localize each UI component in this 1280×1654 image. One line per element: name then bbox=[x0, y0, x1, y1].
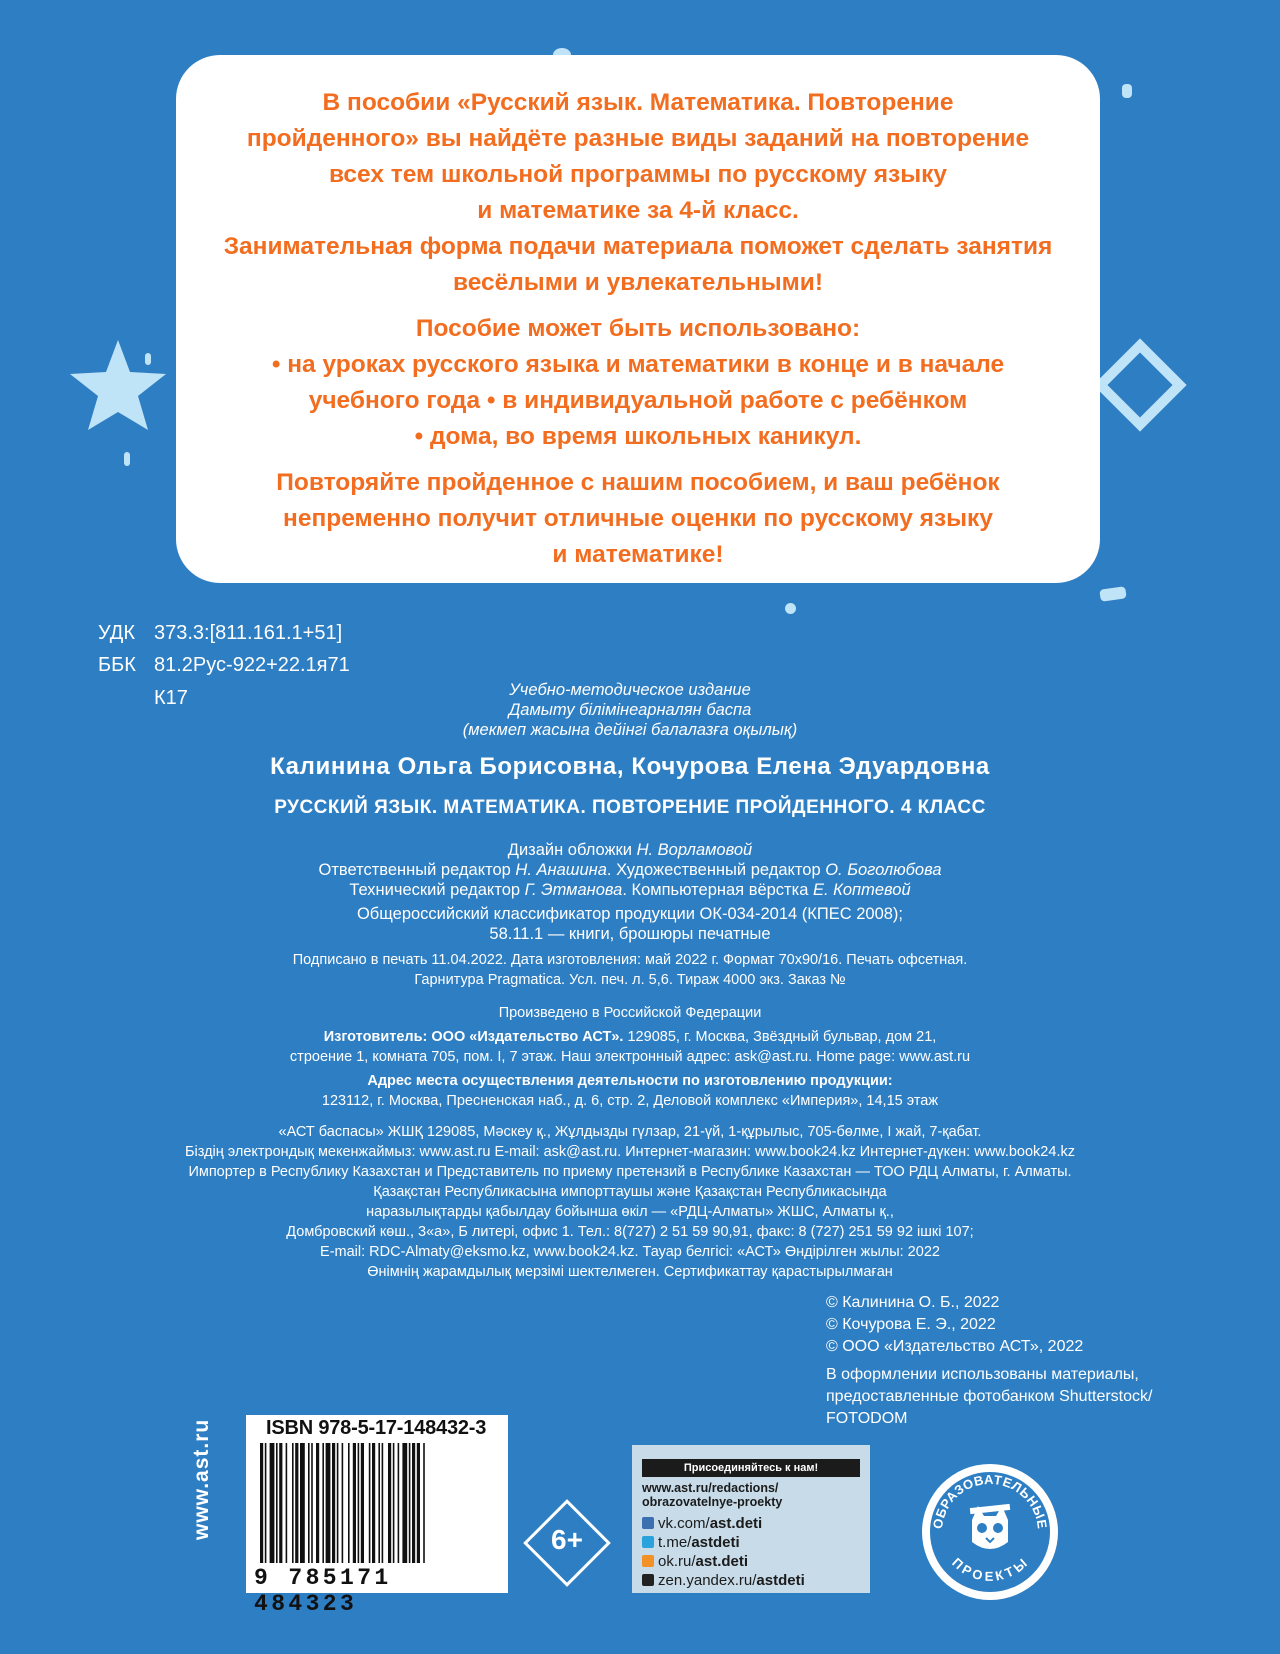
barcode-bar bbox=[265, 1443, 267, 1563]
barcode-bar bbox=[417, 1443, 420, 1563]
promo-card bbox=[176, 55, 1100, 583]
copyright-line: © Кочурова Е. Э., 2022 bbox=[826, 1316, 996, 1333]
credit-line bbox=[0, 840, 1260, 860]
udk-label: УДК bbox=[98, 622, 136, 644]
promo-line: учебного года • в индивидуальной работе с ребёнком bbox=[308, 387, 968, 414]
promo-line: весёлыми и увлекательными! bbox=[452, 269, 824, 296]
social-link-ok[interactable] bbox=[642, 1553, 748, 1571]
barcode-bar bbox=[276, 1443, 278, 1563]
promo-paragraph bbox=[206, 311, 1070, 455]
book-title: РУССКИЙ ЯЗЫК. МАТЕМАТИКА. ПОВТОРЕНИЕ ПРОЙДЕННОГО. 4 КЛАСС bbox=[274, 797, 986, 818]
authors: Калинина Ольга Борисовна, Кочурова Елена Эдуардовна bbox=[270, 753, 990, 780]
production-address: 123112, г. Москва, Пресненская наб., д. 6, стр. 2, Деловой комплекс «Империя», 14,15 этаж bbox=[321, 1093, 939, 1109]
barcode-bar bbox=[412, 1443, 415, 1563]
udk-code bbox=[98, 621, 342, 645]
edition-type-kz-note: (мекмеп жасына дейінгі балалазға оқылық) bbox=[462, 721, 798, 739]
production-label: Адрес места осуществления деятельности по изготовлению продукции: bbox=[367, 1073, 893, 1089]
photo-credit-line: FOTODOM bbox=[826, 1410, 908, 1427]
barcode-bar bbox=[326, 1443, 331, 1563]
kz-info-line: «АСТ баспасы» ЖШҚ 129085, Мәскеу қ., Жұлдызды гүлзар, 21-үй, 1-құрылыс, 705-бөлме, I жай, 7-қабат. bbox=[278, 1124, 982, 1140]
barcode-bar bbox=[402, 1443, 407, 1563]
barcode-bar bbox=[308, 1443, 310, 1563]
diamond-icon bbox=[1085, 330, 1195, 440]
barcode-bar bbox=[423, 1443, 425, 1563]
social-link-handle: astdeti bbox=[691, 1534, 740, 1551]
kz-info-line: Өнімнің жарамдылық мерзімі шектелмеген. Сертификаттау қарастырылмаған bbox=[367, 1264, 893, 1280]
odnoklassniki-icon bbox=[642, 1555, 654, 1567]
isbn-label: ISBN 978-5-17-148432-3 bbox=[266, 1417, 487, 1439]
edition-type bbox=[0, 680, 1260, 740]
kz-info-line: Домбровский көш., 3«а», Б литері, офис 1. Тел.: 8(727) 2 51 59 90,91, факс: 8 (727) 251 59 92 ішкі 107; bbox=[286, 1224, 974, 1240]
promo-line: • дома, во время школьных каникул. bbox=[414, 423, 862, 450]
social-links-box bbox=[632, 1445, 870, 1593]
credits bbox=[0, 840, 1260, 944]
barcode-bar bbox=[322, 1443, 324, 1563]
barcode-bar bbox=[295, 1443, 298, 1563]
promo-line: пройденного» вы найдёте разные виды заданий на повторение bbox=[246, 125, 1030, 152]
photo-credit-line: предоставленные фотобанком Shutterstock/ bbox=[826, 1388, 1153, 1405]
copyright-line: © Калинина О. Б., 2022 bbox=[826, 1294, 1000, 1311]
promo-line: Повторяйте пройденное с нашим пособием, и ваш ребёнок bbox=[276, 469, 1000, 496]
barcode-bar bbox=[372, 1443, 375, 1563]
age-rating: 6+ bbox=[551, 1524, 583, 1555]
credit-name: Е. Коптевой bbox=[812, 881, 911, 899]
credit-name: О. Боголюбова bbox=[825, 861, 942, 879]
decor-dot bbox=[124, 452, 130, 466]
credit-name: Н. Ворламовой bbox=[636, 841, 753, 859]
manufacturer-info bbox=[0, 1003, 1260, 1111]
promo-line: и математике! bbox=[552, 541, 724, 568]
social-link-prefix: vk.com/ bbox=[658, 1515, 710, 1532]
barcode-bar bbox=[270, 1443, 275, 1563]
maker-line bbox=[0, 1027, 1260, 1047]
print-info-line: Гарнитура Pragmatica. Усл. печ. л. 5,6. Тираж 4000 экз. Заказ № bbox=[414, 972, 846, 988]
barcode-bar bbox=[337, 1443, 339, 1563]
social-link-zen[interactable] bbox=[642, 1572, 805, 1590]
credit-label: . Художественный редактор bbox=[606, 861, 826, 879]
barcode-bar bbox=[332, 1443, 335, 1563]
decor-dot bbox=[785, 603, 796, 614]
barcode-bar bbox=[369, 1443, 371, 1563]
zen-icon bbox=[642, 1574, 654, 1586]
barcode-bar bbox=[348, 1443, 350, 1563]
credit-label: Ответственный редактор bbox=[318, 861, 516, 879]
author-mark-value: К17 bbox=[154, 687, 188, 709]
edition-type-ru: Учебно-методическое издание bbox=[509, 681, 751, 699]
social-website-line: obrazovatelnye-proekty bbox=[642, 1495, 783, 1509]
barcode-bar bbox=[292, 1443, 294, 1563]
photo-credit-line: В оформлении использованы материалы, bbox=[826, 1366, 1139, 1383]
barcode-digits: 9 785171 484323 bbox=[254, 1565, 392, 1617]
classifier-line: Общероссийский классификатор продукции ОК-034-2014 (КПЕС 2008); bbox=[356, 905, 904, 923]
kz-info-line: наразылықтарды қабылдау бойынша өкіл — «РДЦ-Алматы» ЖШС, Алматы қ., bbox=[366, 1204, 894, 1220]
telegram-icon bbox=[642, 1536, 654, 1548]
logo-bottom-text: ПРОЕКТЫ bbox=[949, 1554, 1031, 1584]
bbk-value: 81.2Рус-922+22.1я71 bbox=[154, 654, 350, 676]
barcode-bar bbox=[300, 1443, 305, 1563]
star-icon bbox=[60, 330, 180, 450]
barcode-bar bbox=[361, 1443, 364, 1563]
kz-info-line: Импортер в Республику Казахстан и Представитель по приему претензий в Республике Казахстан — ТОО РДЦ Алматы, г. Алматы. bbox=[188, 1164, 1072, 1180]
classifier-line: 58.11.1 — книги, брошюры печатные bbox=[489, 925, 771, 943]
decor-dot bbox=[1099, 586, 1126, 602]
credit-label: Технический редактор bbox=[349, 881, 525, 899]
barcode-bar bbox=[342, 1443, 344, 1563]
maker-address: строение 1, комната 705, пом. I, 7 этаж. Наш электронный адрес: ask@ast.ru. Home page: www.ast.ru bbox=[289, 1049, 971, 1065]
decor-dot bbox=[145, 353, 151, 365]
social-link-telegram[interactable] bbox=[642, 1534, 740, 1552]
barcode-bar bbox=[398, 1443, 400, 1563]
maker-label: Изготовитель: ООО «Издательство АСТ». bbox=[323, 1029, 624, 1045]
barcode-bar bbox=[388, 1443, 391, 1563]
social-link-prefix: zen.yandex.ru/ bbox=[658, 1572, 757, 1589]
isbn-barcode bbox=[246, 1415, 508, 1617]
barcode-bar bbox=[378, 1443, 380, 1563]
barcode-bar bbox=[279, 1443, 282, 1563]
promo-line: непременно получит отличные оценки по русскому языку bbox=[283, 505, 993, 532]
barcode-bar bbox=[260, 1443, 263, 1563]
social-link-prefix: ok.ru/ bbox=[658, 1553, 696, 1570]
bbk-code bbox=[98, 653, 350, 677]
social-link-handle: ast.deti bbox=[709, 1515, 763, 1532]
udk-value: 373.3:[811.161.1+51] bbox=[154, 622, 343, 644]
promo-paragraph bbox=[206, 465, 1070, 573]
barcode-bar bbox=[286, 1443, 288, 1563]
social-website-line: www.ast.ru/redactions/ bbox=[642, 1481, 779, 1495]
credit-line bbox=[0, 860, 1260, 880]
barcode-bar bbox=[353, 1443, 356, 1563]
maker-address: 129085, г. Москва, Звёздный бульвар, дом 21, bbox=[623, 1029, 937, 1045]
credit-name: Г. Этманова bbox=[524, 881, 623, 899]
promo-line: и математике за 4-й класс. bbox=[477, 197, 799, 224]
educational-projects-logo bbox=[920, 1462, 1060, 1602]
barcode-bars bbox=[260, 1443, 494, 1565]
credit-label: . Компьютерная вёрстка bbox=[622, 881, 813, 899]
decor-dot bbox=[1122, 84, 1132, 98]
promo-paragraph bbox=[206, 85, 1070, 301]
vk-icon bbox=[642, 1517, 654, 1529]
social-link-handle: astdeti bbox=[756, 1572, 805, 1589]
barcode-bar bbox=[358, 1443, 360, 1563]
kz-info-line: E-mail: RDC-Almaty@eksmo.kz, www.book24.kz. Тауар белгісі: «АСТ» Өндірілген жылы: 2022 bbox=[320, 1244, 940, 1260]
social-link-prefix: t.me/ bbox=[658, 1534, 692, 1551]
promo-line: В пособии «Русский язык. Математика. Повторение bbox=[322, 89, 954, 116]
edition-type-kz: Дамыту білімінеарналян баспа bbox=[508, 701, 752, 719]
kz-info-line: Қазақстан Республикасына импорттаушы және Қазақстан Республикасында bbox=[373, 1184, 887, 1200]
promo-line: • на уроках русского языка и математики в конце и в начале bbox=[271, 351, 1005, 378]
social-link-handle: ast.deti bbox=[695, 1553, 749, 1570]
barcode-bar bbox=[393, 1443, 395, 1563]
copyright-block bbox=[826, 1292, 1152, 1430]
barcode-bar bbox=[316, 1443, 319, 1563]
barcode-bar bbox=[382, 1443, 384, 1563]
copyright-line: © ООО «Издательство АСТ», 2022 bbox=[826, 1338, 1084, 1355]
social-link-vk[interactable] bbox=[642, 1515, 762, 1533]
credit-label: Дизайн обложки bbox=[507, 841, 637, 859]
promo-line: Занимательная форма подачи материала поможет сделать занятия bbox=[223, 233, 1053, 260]
kz-info-line: Біздің электрондық мекенжаймыз: www.ast.ru E-mail: ask@ast.ru. Интернет-магазин: www.book24.kz Интернет-дүкен: www.book24.kz bbox=[185, 1144, 1075, 1160]
barcode-bar bbox=[409, 1443, 411, 1563]
site-url-vertical: www.ast.ru bbox=[190, 1418, 213, 1540]
social-website[interactable] bbox=[642, 1481, 782, 1509]
social-header: Присоединяйтесь к нам! bbox=[642, 1459, 860, 1477]
credit-name: Н. Анашина bbox=[515, 861, 607, 879]
print-info-line: Подписано в печать 11.04.2022. Дата изготовления: май 2022 г. Формат 70x90/16. Печать офсетная. bbox=[292, 952, 968, 968]
credit-line bbox=[0, 880, 1260, 900]
print-info bbox=[0, 950, 1260, 990]
promo-line: Пособие может быть использовано: bbox=[415, 315, 861, 342]
kz-info bbox=[0, 1122, 1260, 1282]
promo-line: всех тем школьной программы по русскому языку bbox=[328, 161, 948, 188]
barcode-bar bbox=[311, 1443, 313, 1563]
made-in: Произведено в Российской Федерации bbox=[498, 1005, 762, 1021]
bbk-label: ББК bbox=[98, 654, 136, 676]
logo-top-text: ОБРАЗОВАТЕЛЬНЫЕ bbox=[929, 1471, 1051, 1530]
